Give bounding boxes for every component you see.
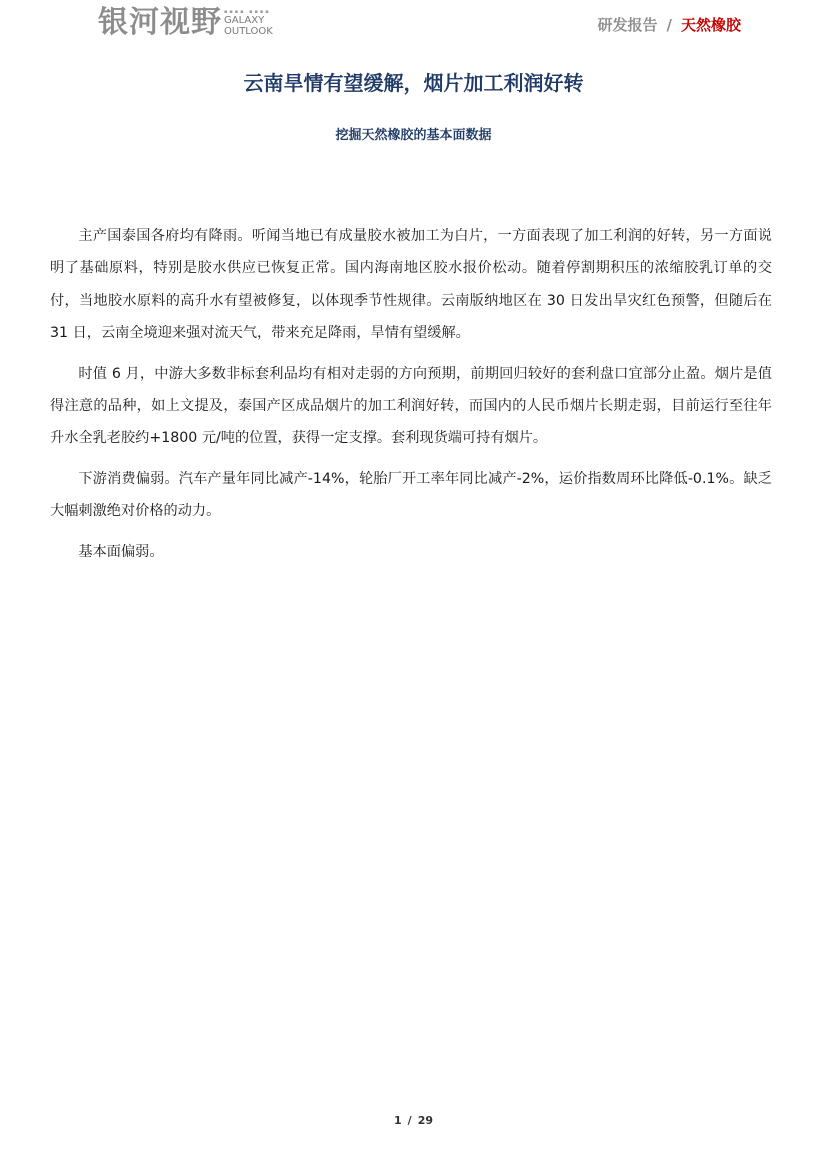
page-number bbox=[0, 1114, 827, 1127]
logo-english-line2: OUTLOOK bbox=[224, 25, 273, 37]
breadcrumb-separator: / bbox=[666, 15, 672, 34]
logo-dots: ▪▪▪▪ ▪▪▪▪ bbox=[224, 8, 271, 15]
paragraph: 下游消费偏弱。汽车产量年同比减产-14%，轮胎厂开工率年同比减产-2%，运价指数周环比降低-0.1%。缺乏大幅刺激绝对价格的动力。 bbox=[50, 470, 772, 520]
article-body bbox=[50, 220, 772, 576]
paragraph: 主产国泰国各府均有降雨。听闻当地已有成量胶水被加工为白片，一方面表现了加工利润的好转，另一方面说明了基础原料，特别是胶水供应已恢复正常。国内海南地区胶水报价松动。随着停割期积压的浓缩胶乳订单的交付，当地胶水原料的高升水有望被修复，以体现季节性规律。云南版纳地区在 30 日发出旱灾红色预警，但随后在 31 日，云南全境迎来强对流天气，带来充足降雨，旱情有望缓解。 bbox=[50, 228, 772, 342]
page-header bbox=[0, 0, 827, 50]
paragraph: 基本面偏弱。 bbox=[78, 543, 164, 560]
logo-english-text bbox=[224, 10, 273, 37]
breadcrumb bbox=[597, 14, 741, 35]
galaxy-outlook-logo bbox=[98, 6, 273, 40]
page-current: 1 bbox=[394, 1114, 402, 1127]
logo-english-line1: GALAXY bbox=[224, 14, 265, 26]
breadcrumb-doc-type: 研发报告 bbox=[597, 16, 658, 34]
logo-chinese-text: 银河视野 bbox=[98, 5, 222, 40]
article-subtitle: 挖掘天然橡胶的基本面数据 bbox=[335, 128, 492, 143]
breadcrumb-category: 天然橡胶 bbox=[680, 16, 741, 34]
page-separator: / bbox=[407, 1114, 412, 1127]
paragraph: 时值 6 月，中游大多数非标套利品均有相对走弱的方向预期，前期回归较好的套利盘口宜部分止盈。烟片是值得注意的品种，如上文提及，泰国产区成品烟片的加工利润好转，而国内的人民币烟片长期走弱，目前运行至往年升水全乳老胶约+1800 元/吨的位置，获得一定支撑。套利现货端可持有烟片。 bbox=[50, 365, 772, 447]
page-total: 29 bbox=[417, 1114, 433, 1127]
article-title: 云南旱情有望缓解，烟片加工利润好转 bbox=[243, 71, 584, 95]
